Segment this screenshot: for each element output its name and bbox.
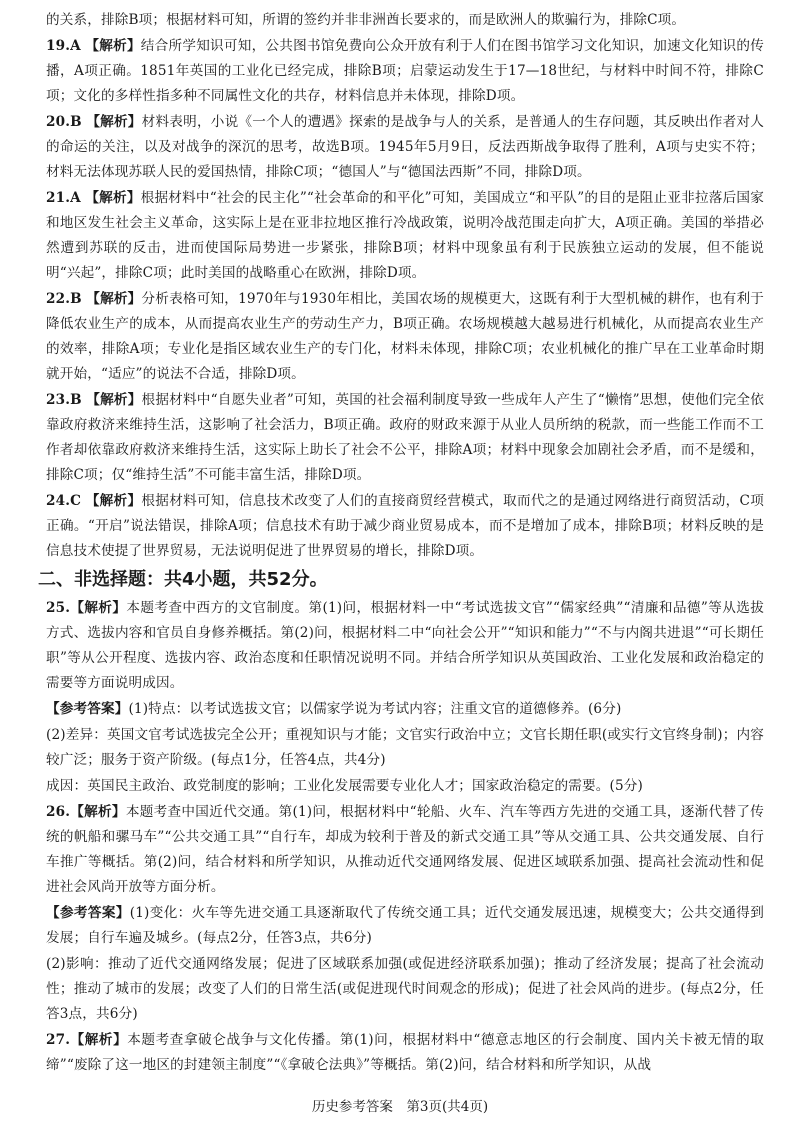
analysis-text: 本题考查拿破仑战争与文化传播。第(1)问，根据材料中“德意志地区的行会制度、国内关卡被无情的取缔”“废除了这一地区的封建领主制度”“《拿破仑法典》”等概括。第(2)问，结合材料和所学知识，从战 xyxy=(46,1032,764,1073)
section-heading: 二、非选择题：共4小题，共52分。 xyxy=(38,569,328,590)
analysis-text: 根据材料中“自愿失业者”可知，英国的社会福利制度导致一些成年人产生了“懒惰”思想，使他们完全依靠政府救济来维持生活，这影响了社会活力，B项正确。政府的财政来源于从业人员所纳的税款，而一些能工作而不工作者却依靠政府救济来维持生活，这实际上助长了社会不公平，排除A项；材料中现象会加剧社会矛盾，而不是缓和，排除C项；仅“维持生活”不可能丰富生活，排除D项。 xyxy=(46,392,764,483)
reference-answer-tag: 【参考答案】 xyxy=(46,701,129,717)
reference-answer-text: (2)影响：推动了近代交通网络发展；促进了区域联系加强(或促进经济联系加强)；推动了经济发展；提高了社会流动性；推动了城市的发展；改变了人们的日常生活(或促进现代时间观念的形成)；促进了社会风尚的进步。(每点2分，任答3点，共6分) xyxy=(46,956,764,1022)
answer-23 xyxy=(46,388,764,488)
question-number: 26. xyxy=(46,804,71,820)
analysis-tag: 【解析】 xyxy=(85,190,141,206)
question-number: 24.C xyxy=(46,493,82,509)
analysis-text: 本题考查中国近代交通。第(1)问，根据材料中“轮船、火车、汽车等西方先进的交通工具，逐渐代替了传统的帆船和骡马车”“公共交通工具”“自行车，却成为较利于普及的新式交通工具”等从交通工具、公共交通发展、自行车推广等概括。第(2)问，结合材料和所学知识，从推动近代交通网络发展、促进区域联系加强、提高社会流动性和促进社会风尚开放等方面分析。 xyxy=(46,804,764,895)
analysis-tag: 【解析】 xyxy=(70,1032,128,1048)
question-number: 22.B xyxy=(46,291,82,307)
question-number: 27. xyxy=(46,1032,71,1048)
reference-answer-text: (1)变化：火车等先进交通工具逐渐取代了传统交通工具；近代交通发展迅速，规模变大；公共交通得到发展；自行车遍及城乡。(每点2分，任答3点，共6分) xyxy=(46,905,764,946)
question-number: 23.B xyxy=(46,392,82,408)
analysis-tag: 【解析】 xyxy=(70,600,127,616)
paragraph-continuation xyxy=(46,8,764,33)
reference-answer-text: (1)特点：以考试选拔文官；以儒家学说为考试内容；注重文官的道德修养。(6分) xyxy=(128,701,622,717)
document-page xyxy=(38,8,764,1079)
answer-27-analysis xyxy=(46,1028,764,1078)
analysis-tag: 【解析】 xyxy=(85,38,141,54)
analysis-tag: 【解析】 xyxy=(86,114,142,130)
question-number: 21.A xyxy=(46,190,81,206)
analysis-text: 分析表格可知，1970年与1930年相比，美国农场的规模更大，这既有利于大型机械的耕作，也有利于降低农业生产的成本，从而提高农业生产的劳动生产力，B项正确。农场规模越大越易进行机械化，从而提高农业生产的效率，排除A项；专业化是指区域农业生产的专门化，材料未体现，排除C项；农业机械化的推广早在工业革命时期就开始，“适应”的说法不合适，排除D项。 xyxy=(46,291,764,382)
reference-answer-tag: 【参考答案】 xyxy=(46,905,130,921)
answer-20 xyxy=(46,110,764,185)
answer-22 xyxy=(46,287,764,387)
analysis-tag: 【解析】 xyxy=(85,493,142,509)
analysis-tag: 【解析】 xyxy=(70,804,126,820)
answer-25-reference-2 xyxy=(46,723,764,773)
answer-25-analysis xyxy=(46,596,764,696)
analysis-tag: 【解析】 xyxy=(86,392,142,408)
analysis-text: 材料表明，小说《一个人的遭遇》探索的是战争与人的关系，是普通人的生存问题，其反映出作者对人的命运的关注，以及对战争的深沉的思考，故选B项。1945年5月9日，反法西斯战争取得了胜利，A项与史实不符；材料无法体现苏联人民的爱国热情，排除C项；“德国人”与“德国法西斯”不同，排除D项。 xyxy=(46,114,764,180)
question-number: 20.B xyxy=(46,114,82,130)
analysis-tag: 【解析】 xyxy=(86,291,142,307)
question-number: 19.A xyxy=(46,38,81,54)
reference-answer-text: (2)差异：英国文官考试选拔完全公开；重视知识与才能；文官实行政治中立；文官长期任职(或实行文官终身制)；内容较广泛；服务于资产阶级。(每点1分，任答4点，共4分) xyxy=(46,727,764,768)
answer-26-reference-1 xyxy=(46,901,764,951)
answer-26-reference-2 xyxy=(46,952,764,1027)
question-number: 25. xyxy=(46,600,71,616)
answer-19 xyxy=(46,34,764,109)
answer-25-reference-1 xyxy=(46,697,764,722)
answer-21 xyxy=(46,186,764,286)
analysis-text: 根据材料可知，信息技术改变了人们的直接商贸经营模式，取而代之的是通过网络进行商贸活动，C项正确。“开启”说法错误，排除A项；信息技术有助于减少商业贸易成本，而不是增加了成本，排除B项；材料反映的是信息技术使提了世界贸易，无法说明促进了世界贸易的增长，排除D项。 xyxy=(46,493,764,559)
analysis-text: 结合所学知识可知，公共图书馆免费向公众开放有利于人们在图书馆学习文化知识，加速文化知识的传播，A项正确。1851年英国的工业化已经完成，排除B项；启蒙运动发生于17—18世纪，与材料中时间不符，排除C项；文化的多样性指多种不同属性文化的共存，材料信息并未体现，排除D项。 xyxy=(46,38,764,104)
answer-26-analysis xyxy=(46,800,764,900)
text: 的关系，排除B项；根据材料可知，所谓的签约并非非洲酋长要求的，而是欧洲人的欺骗行为，排除C项。 xyxy=(46,12,686,28)
reference-answer-text: 成因：英国民主政治、政党制度的影响；工业化发展需要专业化人才；国家政治稳定的需要。(5分) xyxy=(46,778,643,794)
answer-25-reference-3 xyxy=(46,774,764,799)
analysis-text: 本题考查中西方的文官制度。第(1)问，根据材料一中“考试选拔文官”“儒家经典”“清廉和品德”等从选拔方式、选拔内容和官员自身修养概括。第(2)问，根据材料二中“向社会公开”“知识和能力”“不与内阁共进退”“可长期任职”等从公开程度、选拔内容、政治态度和任职情况说明不同。并结合所学知识从英国政治、工业化发展和政治稳定的需要等方面说明成因。 xyxy=(46,600,764,691)
answer-24 xyxy=(46,489,764,564)
page-footer: 历史参考答案 第3页(共4页) xyxy=(311,1099,489,1115)
analysis-text: 根据材料中“社会的民主化”“社会革命的和平化”可知，美国成立“和平队”的目的是阻止亚非拉落后国家和地区发生社会主义革命，这实际上是在亚非拉地区推行冷战政策，说明冷战范围走向扩大，A项正确。美国的举措必然遭到苏联的反击，进而使国际局势进一步紧张，排除B项；材料中现象虽有利于民族独立运动的发展，但不能说明“兴起”，排除C项；此时美国的战略重心在欧洲，排除D项。 xyxy=(46,190,764,281)
